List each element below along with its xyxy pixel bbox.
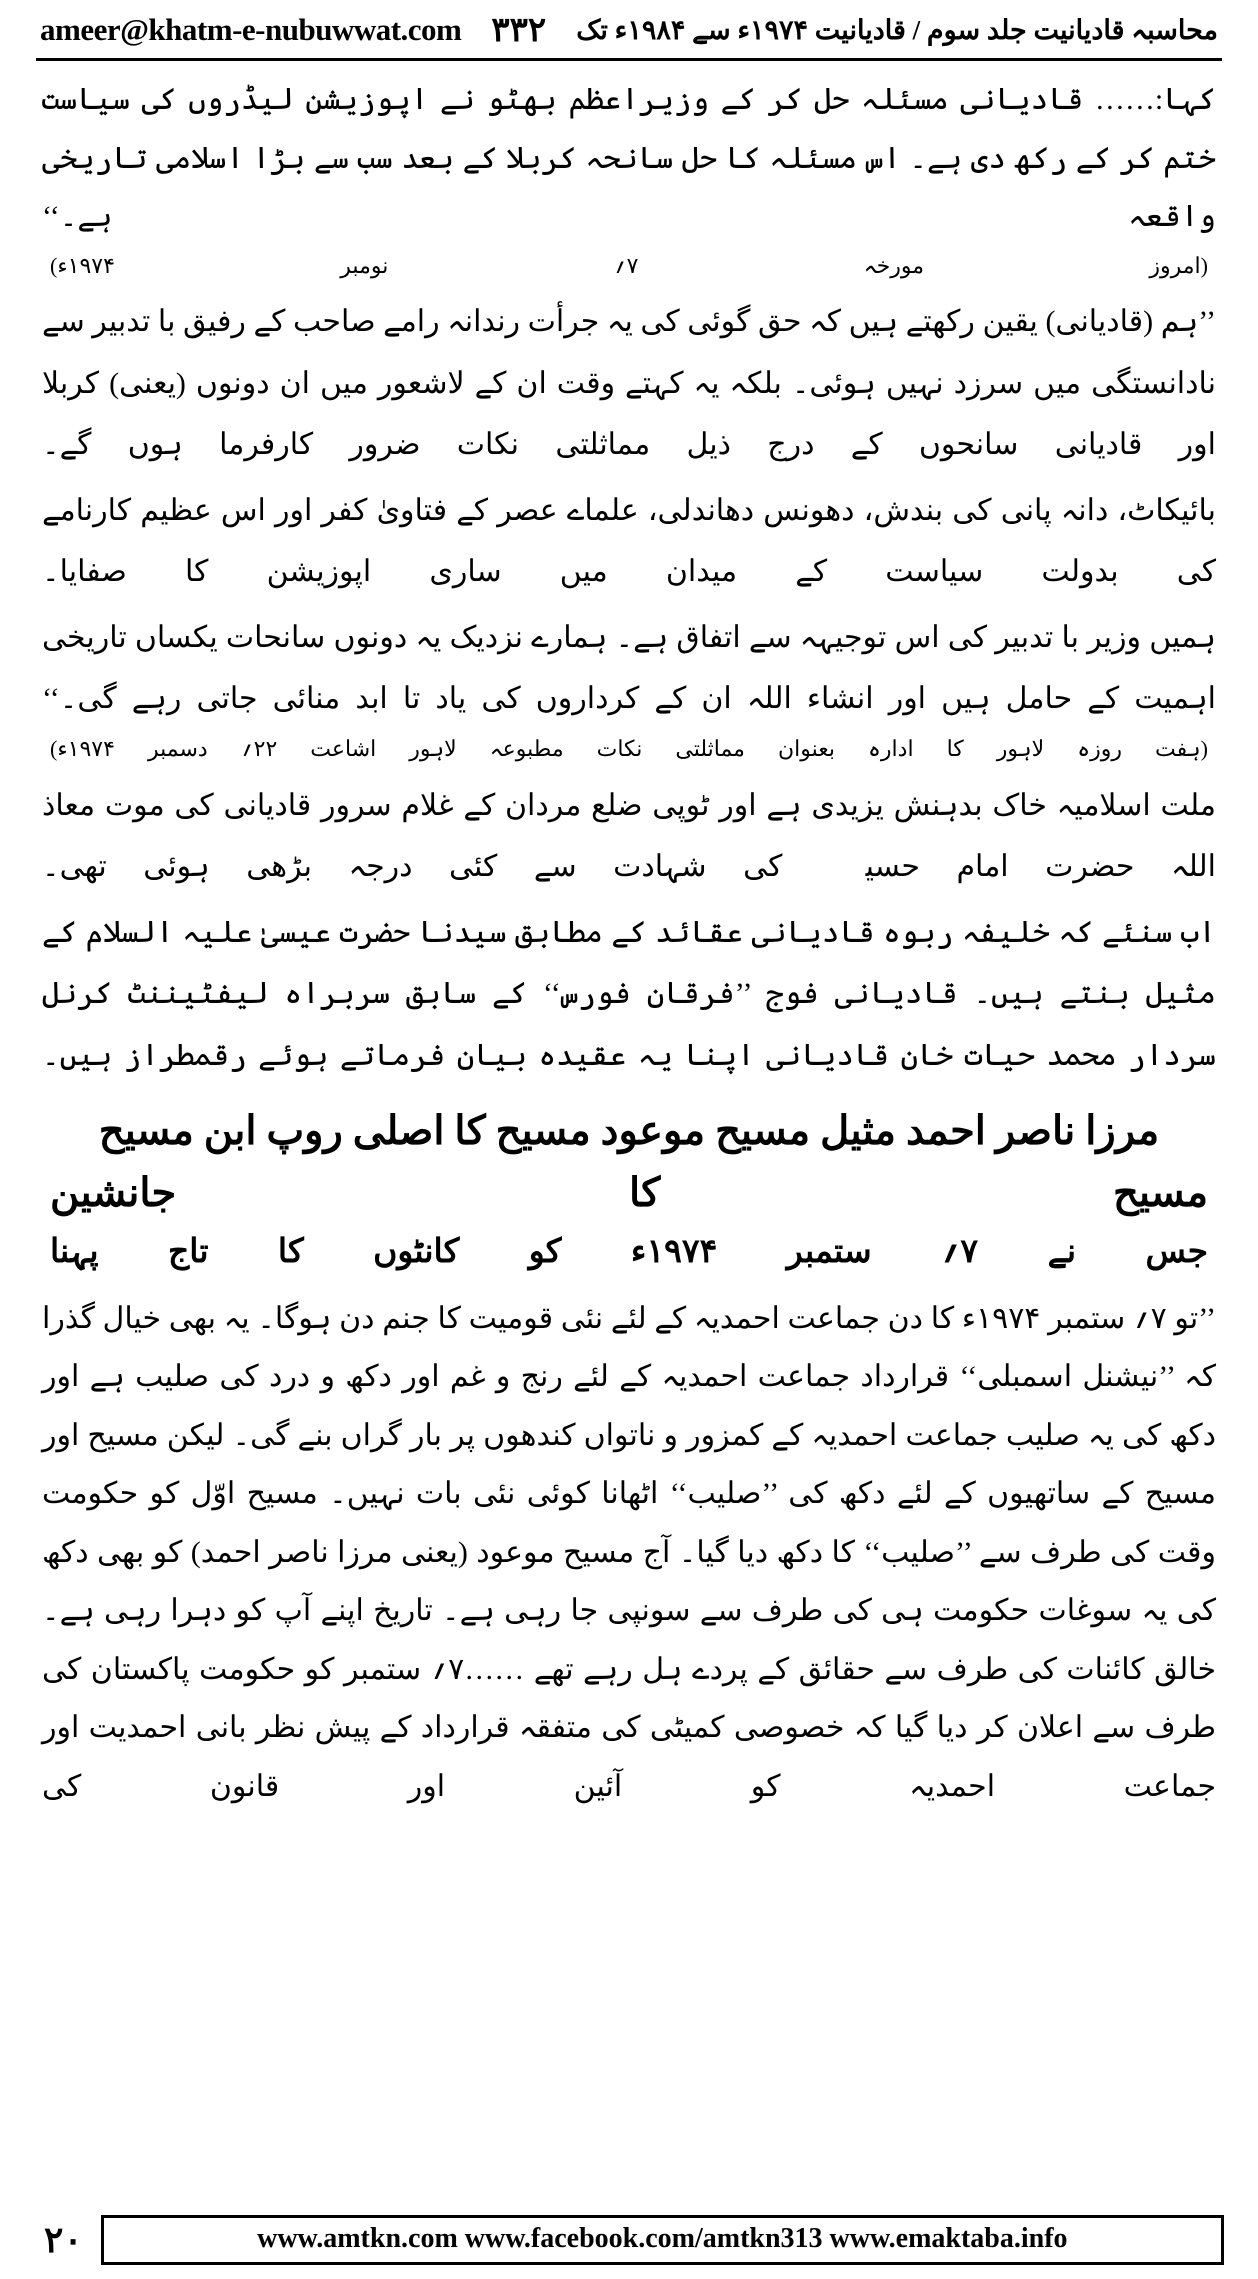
paragraph-quote-3: بائیکاٹ، دانہ پانی کی بندش، دھونس دھاندلی، علماے عصر کے فتاویٰ کفر اور اس عظیم کارنامے کی بدولت سیاست کے میدان میں ساری اپوزیشن کا صفایا۔: [42, 493, 1216, 589]
header-email: ameer@khatm-e-nubuwwat.com: [40, 12, 462, 47]
footer-page-number: ۲۰: [44, 2220, 83, 2260]
header-book-title: محاسبہ قادیانیت جلد سوم / قادیانیت ۱۹۷۴ء سے ۱۹۸۴ء تک: [576, 14, 1218, 45]
section-subheading: جس نے ۷؍ ستمبر ۱۹۷۴ء کو کانٹوں کا تاج پہنا: [50, 1234, 1208, 1271]
section-heading: مرزا ناصر احمد مثیل مسیح موعود مسیح کا اصلی روپ ابن مسیح مسیح کا جانشین: [50, 1108, 1208, 1216]
paragraph-quote-2: ’’ہم (قادیانی) یقین رکھتے ہیں کہ حق گوئی کی یہ جرأت رندانہ رامے صاحب کے رفیق با تدبیر سے نادانستگی میں سرزد نہیں ہوئی۔ بلکہ یہ کہتے وقت ان کے لاشعور میں ان دونوں (یعنی) کربلا اور قادیانی سانحوں کے درج ذیل مماثلتی نکات ضرور کارفرما ہوں گے۔: [42, 305, 1216, 462]
paragraph-5: ملت اسلامیہ خاک بدہنش یزیدی ہے اور ٹوپی ضلع مردان کے غلام سرور قادیانی کی موت معاذ اللہ حضرت امام حسینؓ کی شہادت سے کئی درجہ بڑھی ہوئی تھی۔: [42, 788, 1216, 884]
page-footer: [0, 2215, 1258, 2265]
document-body: [34, 71, 1224, 1816]
paragraph-6: اب سنئے کہ خلیفہ ربوہ قادیانی عقائد کے مطابق سیدنا حضرت عیسیٰ علیہ السلام کے مثیل بنتے ہیں۔ قادیانی فوج ’’فرقان فورس‘‘ کے سابق سربراہ لیفٹیننٹ کرنل سردار محمد حیات خان قادیانی اپنا یہ عقیدہ بیان فرماتے ہوئے رقمطراز ہیں۔: [42, 915, 1217, 1072]
footer-links[interactable]: www.amtkn.com www.facebook.com/amtkn313 www.emaktaba.info: [101, 2215, 1224, 2265]
page-header: [34, 0, 1224, 54]
header-page-number: ۳۳۲: [491, 12, 547, 49]
paragraph-quote-4: ہمیں وزیر با تدبیر کی اس توجیہہ سے اتفاق ہے۔ ہمارے نزدیک یہ دونوں سانحات یکساں تاریخی اہمیت کے حامل ہیں اور انشاء اللہ ان کے کرداروں کی یاد تا ابد منائی جاتی رہے گی۔‘‘: [42, 620, 1216, 716]
paragraph-7: ’’تو ۷؍ ستمبر ۱۹۷۴ء کا دن جماعت احمدیہ کے لئے نئی قومیت کا جنم دن ہوگا۔ یہ بھی خیال گذرا کہ ’’نیشنل اسمبلی‘‘ قرارداد جماعت احمدیہ کے لئے رنج و غم اور دکھ و درد کی صلیب ہے اور دکھ کی یہ صلیب جماعت احمدیہ کے کمزور و ناتواں کندھوں پر بار گراں بنے گی۔ لیکن مسیح اور مسیح کے ساتھیوں کے لئے دکھ کی ’’صلیب‘‘ اٹھانا کوئی نئی بات نہیں۔ مسیح اوّل کو حکومت وقت کی طرف سے ’’صلیب‘‘ کا دکھ دیا گیا۔ آج مسیح موعود (یعنی مرزا ناصر احمد) کو بھی دکھ کی یہ سوغات حکومت ہی کی طرف سے سونپی جا رہی ہے۔ تاریخ اپنے آپ کو دہرا رہی ہے۔ خالق کائنات کی طرف سے حقائق کے پردے ہل رہے تھے ……۷؍ ستمبر کو حکومت پاکستان کی طرف سے اعلان کر دیا گیا کہ خصوصی کمیٹی کی متفقہ قرارداد کے پیش نظر بانی احمدیت اور جماعت احمدیہ کو آئین اور قانون کی: [42, 1301, 1216, 1803]
header-divider: [36, 58, 1222, 61]
source-citation-2: (ہفت روزہ لاہور کا ادارہ بعنوان مماثلتی نکات مطبوعہ لاہور اشاعت ۲۲؍ دسمبر ۱۹۷۴ء): [50, 735, 1208, 761]
source-citation-1: (امروز مورخہ ۷؍ نومبر ۱۹۷۴ء): [50, 252, 1208, 278]
paragraph-quote-1: کہا:…… قادیانی مسئلہ حل کر کے وزیراعظم بھٹو نے اپوزیشن لیڈروں کی سیاست ختم کر کے رکھ دی ہے۔ اس مسئلہ کا حل سانحہ کربلا کے بعد سب سے بڑا اسلامی تاریخی واقعہ ہے۔‘‘: [42, 83, 1217, 233]
